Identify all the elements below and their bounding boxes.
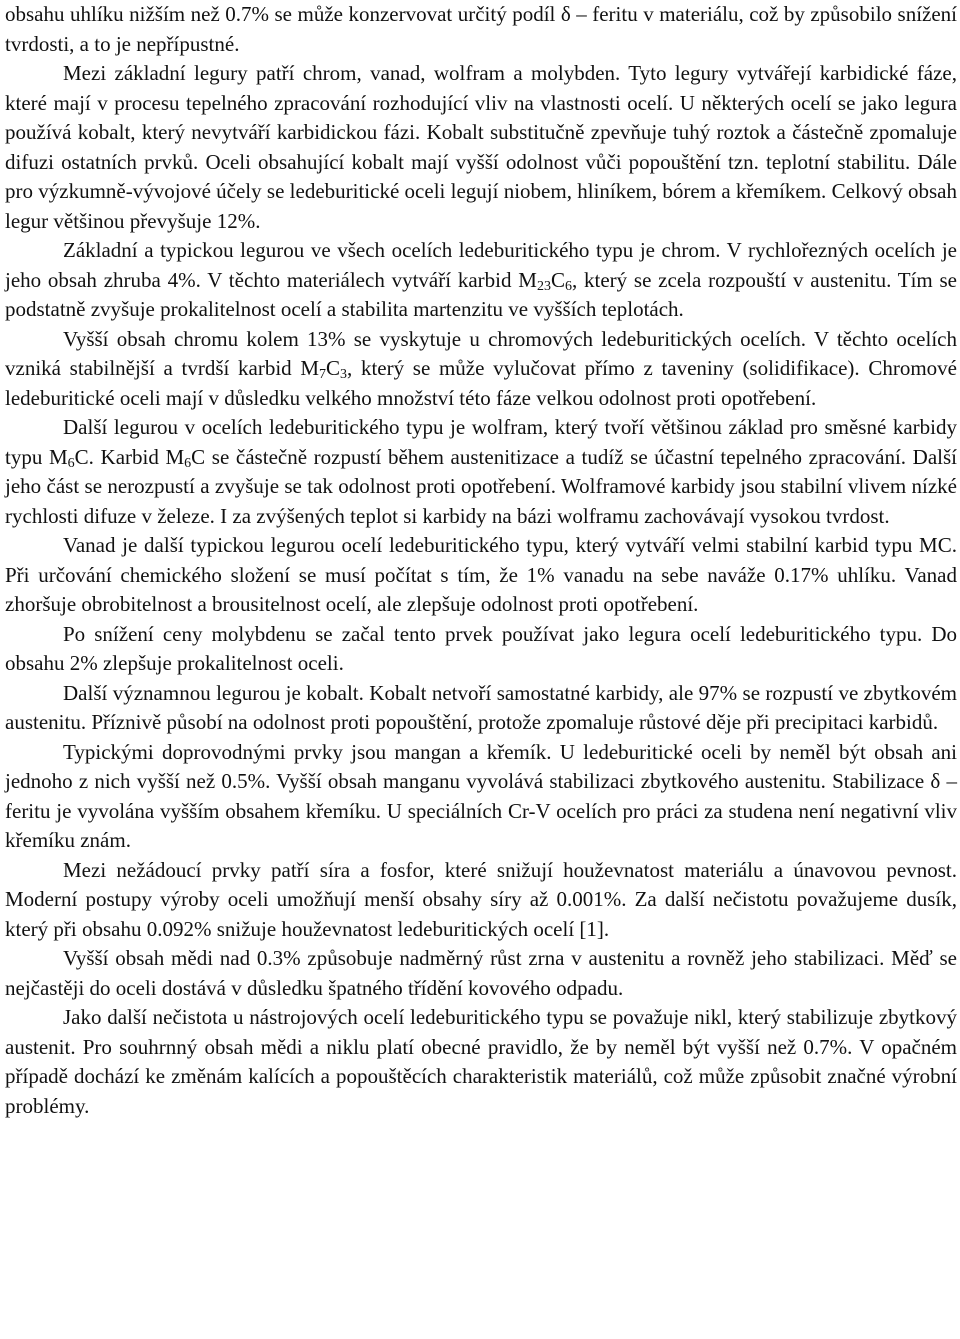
paragraph-tungsten [5,413,957,531]
document-page [5,0,957,1121]
text-run: Typickými doprovodnými prvky jsou mangan a křemík. U ledeburitické oceli by neměl být obsah ani jednoho z nich vyšší než 0.5%. Vyšší obsah manganu vyvolává stabilizaci zbytkového austenitu. Stabilizace δ – feritu je vyvolána vyšším obsahem křemíku. U speciálních Cr-V ocelích pro práci za studena není negativní vliv křemíku znám. [5,739,957,852]
paragraph-manganese-silicon [5,738,957,856]
subscript: 6 [67,455,75,471]
subscript: 3 [340,367,348,382]
text-run: Vanad je další typickou legurou ocelí ledeburitického typu, který vytváří velmi stabilní karbid typu MC. Při určování chemického složení se musí počítat s tím, že 1% vanadu na sebe naváže 0.17% uhlíku. Vanad zhoršuje obrobitelnost a brousitelnost ocelí, ale zlepšuje odolnost proti opotřebení. [5,533,957,616]
paragraph-sulfur-phosphorus [5,856,957,945]
subscript: 6 [184,455,192,471]
text-run: , který se může vylučovat přímo z taveniny (solidifikace). Chromové ledeburitické oceli mají v důsledku velkého množství této fáze velkou odolnost proti opotřebení. [5,356,957,410]
paragraph-high-chromium [5,325,957,414]
text-run: Po snížení ceny molybdenu se začal tento prvek používat jako legura ocelí ledeburitického typu. Do obsahu 2% zlepšuje prokalitelnost oceli. [5,621,957,675]
text-run: C. Karbid M [74,444,185,469]
subscript: 23 [536,278,551,294]
text-run: Základní a typickou legurou ve všech ocelích ledeburitického typu je chrom. V rychlořezných ocelích je jeho obsah zhruba 4%. V těchto materiálech vytváří karbid M [5,238,957,292]
paragraph-molybdenum [5,620,957,679]
paragraph-basic-alloys [5,59,957,236]
paragraph-copper [5,944,957,1003]
text-run: C se částečně rozpustí během austenitizace a tudíž se účastní tepelného zpracování. Další jeho část se nerozpustí a zvyšuje se tak odolnost proti opotřebení. Wolframové karbidy jsou stabilní vlivem nízké rychlosti difuze v železe. I za zvýšených teplot si karbidy na bázi wolframu zachovávají vysokou tvrdost. [5,444,957,528]
text-run: obsahu uhlíku nižším než 0.7% se může konzervovat určitý podíl δ – feritu v materiálu, což by způsobilo snížení tvrdosti, a to je nepřípustné. [5,2,957,56]
subscript: 6 [564,278,572,294]
paragraph-delta-ferrite-continuation [5,0,957,59]
text-run: Další významnou legurou je kobalt. Kobalt netvoří samostatné karbidy, ale 97% se rozpustí ve zbytkovém austenitu. Příznivě působí na odolnost proti popouštění, protože zpomaluje růstové děje při precipitaci karbidů. [5,680,957,734]
text-run: , který se zcela rozpouští v austenitu. Tím se podstatně zvyšuje prokalitelnost ocelí a stabilita martenzitu ve vyšších teplotách. [5,267,958,321]
text-run: Mezi základní legury patří chrom, vanad, wolfram a molybden. Tyto legury vytvářejí karbidické fáze, které mají v procesu tepelného zpracování rozhodující vliv na vlastnosti ocelí. U některých ocelí se jako legura používá kobalt, který nevytváří karbidickou fázi. Kobalt substitučně zpevňuje tuhý roztok a částečně zpomaluje difuzi ostatních prvků. Oceli obsahující kobalt mají vyšší odolnost vůči popouštění tzn. teplotní stabilitu. Dále pro výzkumně-vývojové účely se ledeburitické oceli legují niobem, hliníkem, bórem a křemíkem. Celkový obsah legur většinou převyšuje 12%. [5,61,957,233]
text-run: Další legurou v ocelích ledeburitického typu je wolfram, který tvoří většinou základ pro směsné karbidy typu M [5,415,957,469]
text-run: Vyšší obsah mědi nad 0.3% způsobuje nadměrný růst zrna v austenitu a rovněž jeho stabilizaci. Měď se nejčastěji do oceli dostává v důsledku špatného třídění kovového odpadu. [5,946,957,1000]
text-run: C [550,267,565,292]
text-run: Vyšší obsah chromu kolem 13% se vyskytuje u chromových ledeburitických ocelích. V těchto ocelích vzniká stabilnější a tvrdší karbid M [5,326,957,380]
text-run: Jako další nečistota u nástrojových ocelí ledeburitického typu se považuje nikl, který stabilizuje zbytkový austenit. Pro souhrnný obsah mědi a niklu platí obecné pravidlo, že by neměl být vyšší než 0.7%. V opačném případě dochází ke změnám kalících a popouštěcích charakteristik materiálů, což může způsobit značné výrobní problémy. [5,1005,957,1118]
text-run: C [326,356,341,380]
paragraph-cobalt [5,679,957,738]
text-run: Mezi nežádoucí prvky patří síra a fosfor, které snižují houževnatost materiálu a únavovou pevnost. Moderní postupy výroby oceli umožňují menší obsahy síry až 0.001%. Za další nečistotu považujeme dusík, který při obsahu 0.092% snižuje houževnatost ledeburitických ocelí [1]. [5,857,957,941]
subscript: 7 [319,367,327,382]
paragraph-nickel [5,1003,957,1121]
paragraph-chromium [5,236,957,325]
paragraph-vanadium [5,531,957,620]
